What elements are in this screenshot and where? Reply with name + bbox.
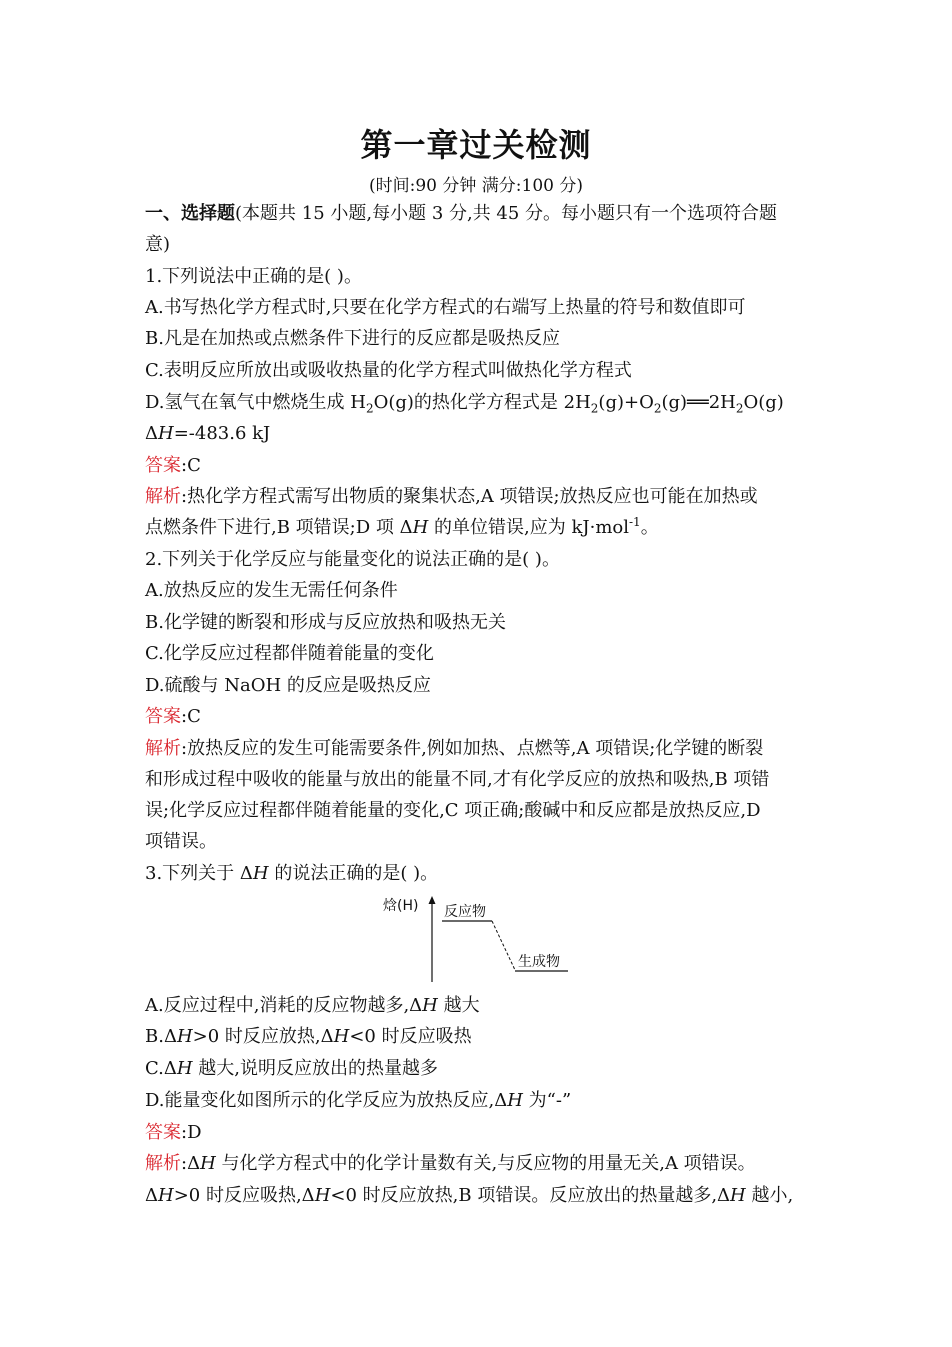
q1-d-value: =-483.6 kJ [173,423,271,444]
q2-option-d: D.硫酸与 NaOH 的反应是吸热反应 [145,675,431,696]
q3-a-text-2: 越大 [437,995,480,1016]
q3-option-d [145,1089,810,1113]
q2-option-b: B.化学键的断裂和形成与反应放热和吸热无关 [145,612,506,633]
q1-d-sub-4: 2 [735,401,744,416]
q2-analysis-1 [145,737,810,761]
q3-analysis-h-3: H [314,1185,331,1206]
q2-analysis-2: 和形成过程中吸收的能量与放出的能量不同,才有化学反应的放热和吸热,B 项错 [145,769,770,790]
q1-analysis-h: H [412,517,429,538]
q2-answer [145,705,810,729]
q1-option-d-line2 [145,422,810,446]
q1-d-text-2: O(g)的热化学方程式是 2H [373,392,591,413]
q1-analysis-text-2a: 点燃条件下进行,B 项错误;D 项 Δ [145,517,413,538]
q3-stem [145,862,810,886]
q1-d-text-4: (g)══2H [661,392,736,413]
q3-b-text-2: >0 时反应放热,Δ [192,1026,334,1047]
q1-analysis-text-1: :热化学方程式需写出物质的聚集状态,A 项错误;放热反应也可能在加热或 [181,486,758,507]
q3-analysis-text-2a: Δ [145,1185,158,1206]
q1-option-b: B.凡是在加热或点燃条件下进行的反应都是吸热反应 [145,328,560,349]
q1-answer-label: 答案 [145,455,181,476]
section-note-2: 意) [145,234,171,255]
q1-d-text-3: (g)+O [598,392,654,413]
q3-analysis-text-2b: >0 时反应吸热,Δ [173,1185,315,1206]
q1-option-a: A.书写热化学方程式时,只要在化学方程式的右端写上热量的符号和数值即可 [145,297,746,318]
q1-answer-value: :C [181,455,201,476]
q3-b-text-1: B.Δ [145,1026,177,1047]
q3-c-h: H [176,1058,193,1079]
q3-analysis-label: 解析 [145,1153,181,1174]
q2-analysis-4: 项错误。 [145,831,217,852]
q1-analysis-1 [145,485,810,509]
q3-a-h: H [422,995,438,1016]
q3-b-h-1: H [176,1026,193,1047]
q1-stem: 1.下列说法中正确的是( )。 [145,266,362,287]
q3-d-h: H [507,1090,523,1111]
q1-d-h: H [158,423,174,444]
q3-b-text-3: <0 时反应吸热 [349,1026,472,1047]
q3-analysis-text-2c: <0 时反应放热,B 项错误。反应放出的热量越多,Δ [330,1185,731,1206]
q3-answer-label: 答案 [145,1122,181,1143]
q3-analysis-2 [145,1184,810,1208]
q3-analysis-text-2d: 越小, [745,1185,794,1206]
section-heading: 一、选择题 [145,203,235,224]
q3-stem-text-a: 3.下列关于 Δ [145,863,253,884]
diagram-transition-dashed [492,921,515,970]
q1-analysis-2 [145,516,810,540]
q2-option-c: C.化学反应过程都伴随着能量的变化 [145,643,434,664]
q1-analysis-text-2b: 的单位错误,应为 kJ·mol [428,517,629,538]
enthalpy-diagram [380,890,600,990]
q3-analysis-text-1a: :Δ [181,1153,201,1174]
diagram-reactant-label: 反应物 [444,904,486,920]
q1-analysis-label: 解析 [145,486,181,507]
q3-d-text-1: D.能量变化如图所示的化学反应为放热反应,Δ [145,1090,508,1111]
q1-d-sub-2: 2 [590,401,599,416]
section-note-1: (本题共 15 小题,每小题 3 分,共 45 分。每小题只有一个选项符合题 [235,203,778,224]
q1-d-sub-3: 2 [653,401,662,416]
q3-stem-text-b: 的说法正确的是( )。 [268,863,439,884]
q3-answer-value: :D [181,1122,202,1143]
q3-analysis-h-4: H [730,1185,746,1206]
q3-c-text-2: 越大,说明反应放出的热量越多 [192,1058,439,1079]
diagram-axis-arrow-icon [429,896,436,904]
q3-analysis-text-1b: 与化学方程式中的化学计量数有关,与反应物的用量无关,A 项错误。 [215,1153,756,1174]
q2-answer-label: 答案 [145,706,181,727]
page-title: 第一章过关检测 [360,126,592,164]
q1-analysis-sup: -1 [628,515,641,529]
diagram-y-label: 焓(H) [383,898,419,914]
q2-option-a: A.放热反应的发生无需任何条件 [145,580,398,601]
q1-option-c: C.表明反应所放出或吸收热量的化学方程式叫做热化学方程式 [145,360,632,381]
q3-stem-h: H [252,863,269,884]
q3-analysis-h-1: H [200,1153,216,1174]
q3-option-c [145,1057,810,1081]
q3-a-text-1: A.反应过程中,消耗的反应物越多,Δ [145,995,423,1016]
q1-d-text-1: D.氢气在氧气中燃烧生成 H [145,392,366,413]
q1-answer [145,454,810,478]
q1-option-d [145,391,810,415]
q3-b-h-2: H [333,1026,350,1047]
q3-c-text-1: C.Δ [145,1058,177,1079]
q3-option-a [145,994,810,1018]
q1-d-delta: Δ [145,423,158,444]
q1-d-sub-1: 2 [365,401,374,416]
q3-answer [145,1121,810,1145]
q1-analysis-text-2c: 。 [640,517,659,538]
q1-d-text-5: O(g) [743,392,784,413]
q2-analysis-text-1: :放热反应的发生可能需要条件,例如加热、点燃等,A 项错误;化学键的断裂 [181,738,764,759]
q2-answer-value: :C [181,706,201,727]
q3-analysis-1 [145,1152,810,1176]
q2-analysis-label: 解析 [145,738,181,759]
q2-stem: 2.下列关于化学反应与能量变化的说法正确的是( )。 [145,549,560,570]
section-heading-line [145,202,810,226]
q3-option-b [145,1025,810,1049]
page-subtitle: (时间:90 分钟 满分:100 分) [368,176,583,196]
q2-analysis-3: 误;化学反应过程都伴随着能量的变化,C 项正确;酸碱中和反应都是放热反应,D [145,800,761,821]
q3-analysis-h-2: H [158,1185,174,1206]
q3-d-text-2: 为“-” [522,1090,572,1111]
diagram-product-label: 生成物 [518,954,560,970]
